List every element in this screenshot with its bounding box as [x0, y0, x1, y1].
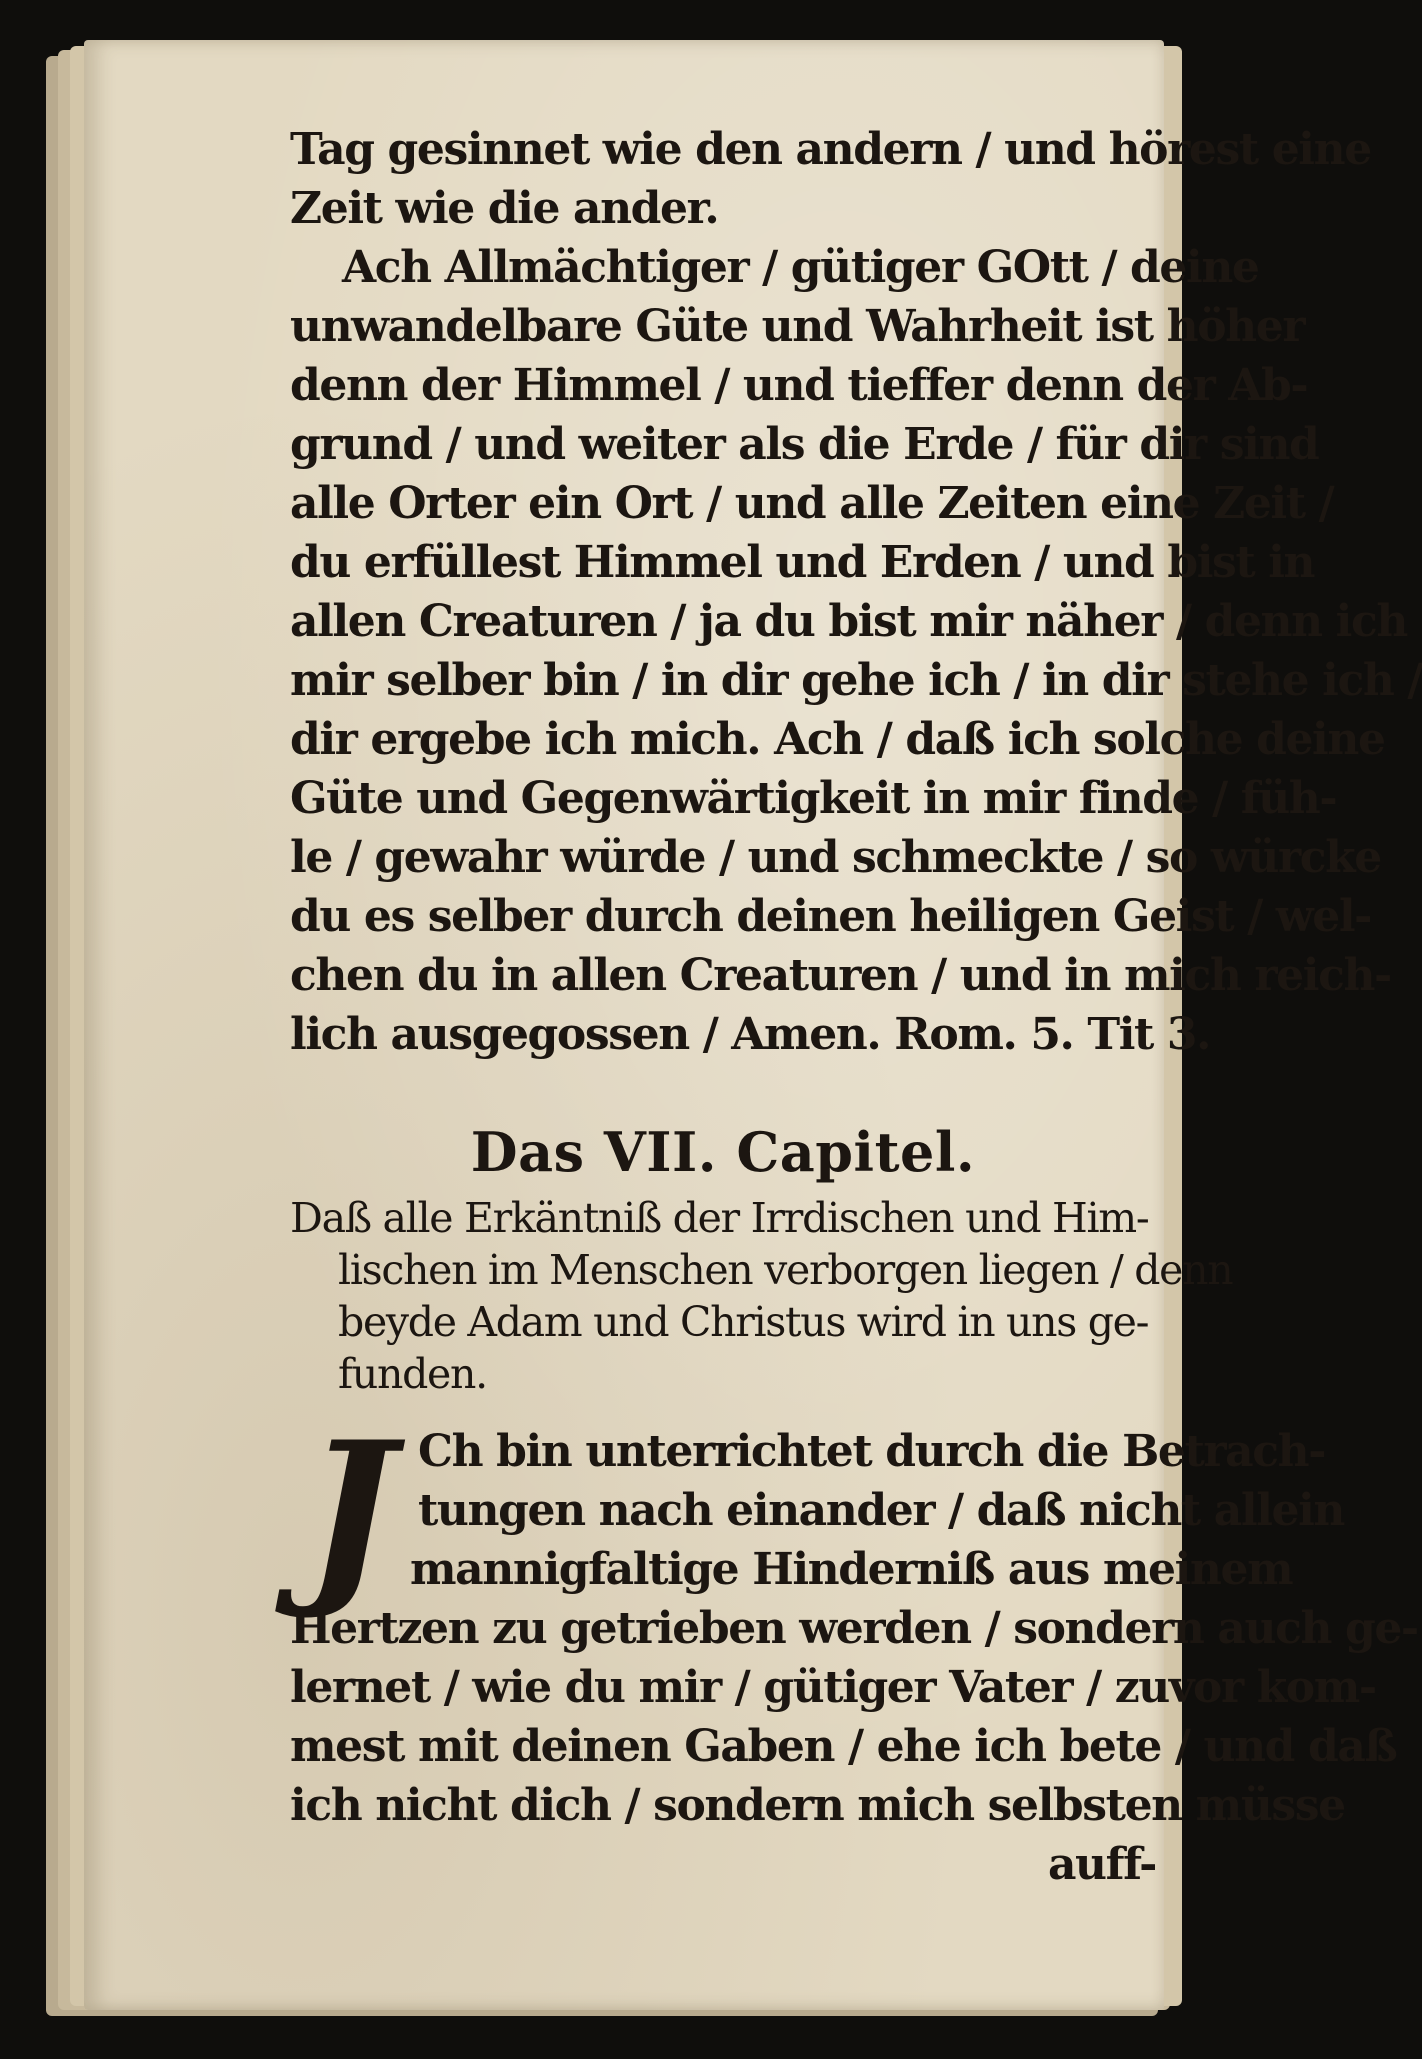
text-line: Zeit wie die ander.	[290, 183, 719, 234]
text-line: unwandelbare Güte und Wahrheit ist höher	[290, 301, 1305, 352]
chapter-body	[290, 1400, 1418, 1894]
catchword: auff-	[1047, 1839, 1156, 1890]
text-line: Güte und Gegenwärtigkeit in mir finde / füh-	[290, 773, 1337, 824]
summary-line: funden.	[338, 1350, 487, 1398]
chapter-title: Das VII. Capitel.	[470, 1120, 976, 1184]
text-line: grund / und weiter als die Erde / für dir sind	[290, 419, 1319, 470]
body-line: Hertzen zu getrieben werden / sondern auch ge-	[290, 1603, 1418, 1654]
body-line: tungen nach einander / daß nicht allein	[418, 1485, 1345, 1536]
summary-line: Daß alle Erkäntniß der Irrdischen und Him-	[290, 1194, 1149, 1242]
text-line: du es selber durch deinen heiligen Geist / wel-	[290, 891, 1372, 942]
text-line: mir selber bin / in dir gehe ich / in dir stehe ich /	[290, 655, 1422, 706]
text-line: denn der Himmel / und tieffer denn der Ab-	[290, 360, 1308, 411]
text-line: Ach Allmächtiger / gütiger GOtt / deine	[342, 242, 1259, 293]
text-line: lich ausgegossen / Amen. Rom. 5. Tit 3.	[290, 1009, 1211, 1060]
text-line: dir ergebe ich mich. Ach / daß ich solche deine	[290, 714, 1385, 765]
body-line: mest mit deinen Gaben / ehe ich bete / und daß	[290, 1721, 1397, 1772]
text-line: chen du in allen Creaturen / und in mich reich-	[290, 950, 1391, 1001]
page-text	[290, 120, 1422, 1894]
text-line: allen Creaturen / ja du bist mir näher / denn ich	[290, 596, 1407, 647]
summary-line: beyde Adam und Christus wird in uns ge-	[338, 1298, 1149, 1346]
body-line: Ch bin unterrichtet durch die Betrach-	[418, 1426, 1326, 1477]
text-line: alle Orter ein Ort / und alle Zeiten eine Zeit /	[290, 478, 1334, 529]
text-line: du erfüllest Himmel und Erden / und bist in	[290, 537, 1315, 588]
text-line: le / gewahr würde / und schmeckte / so würcke	[290, 832, 1381, 883]
body-line: lernet / wie du mir / gütiger Vater / zuvor kom-	[290, 1662, 1376, 1713]
chapter-summary	[290, 1192, 1233, 1400]
drop-cap-initial: J	[305, 1400, 395, 1623]
body-line: mannigfaltige Hinderniß aus meinem	[410, 1544, 1293, 1595]
text-line: Tag gesinnet wie den andern / und hörest eine	[290, 124, 1371, 175]
body-line: ich nicht dich / sondern mich selbsten müsse	[290, 1780, 1345, 1831]
summary-line: lischen im Menschen verborgen liegen / denn	[338, 1246, 1233, 1294]
